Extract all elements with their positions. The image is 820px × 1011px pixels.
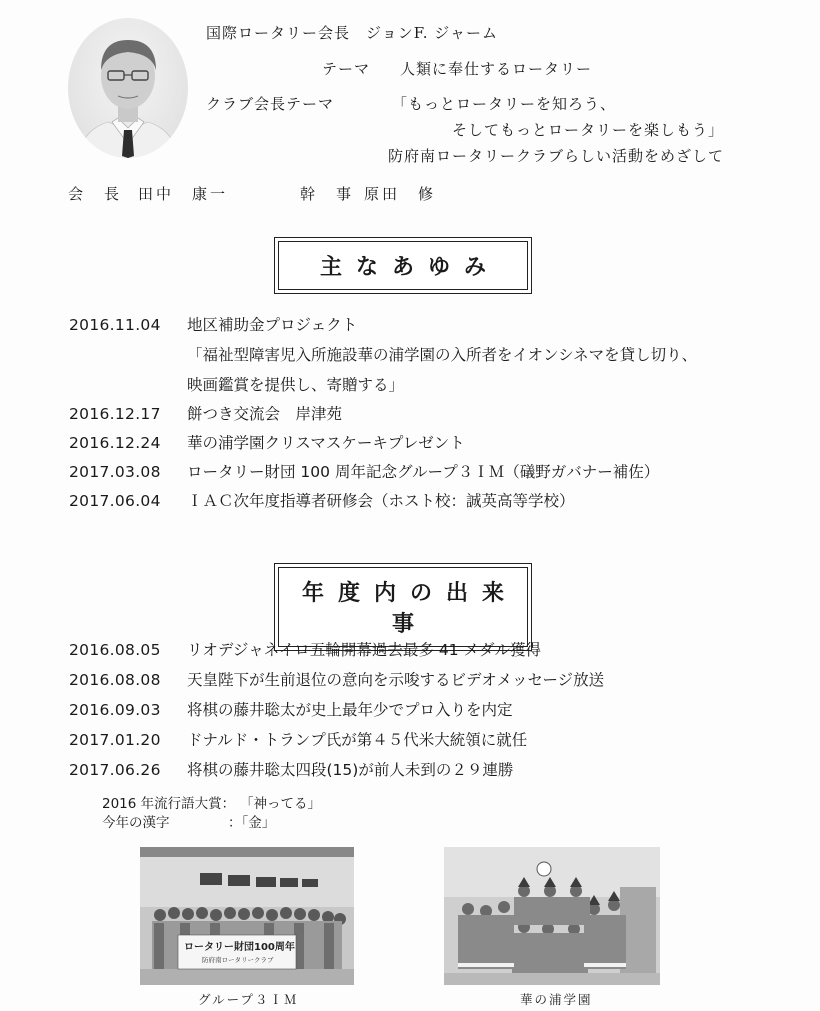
banner-line2: 防府南ロータリークラブ xyxy=(202,956,274,964)
history-row xyxy=(69,431,465,453)
event-date: 2016.12.24 xyxy=(69,434,161,452)
section-title-history: 主なあゆみ xyxy=(278,241,528,290)
event-date: 2017.01.20 xyxy=(69,731,161,749)
year-event-row xyxy=(69,698,513,720)
club-theme-line1: 「もっとロータリーを知ろう、 xyxy=(392,95,617,113)
president-label: 会 長 xyxy=(68,185,123,203)
event-text: 餅つき交流会 岸津苑 xyxy=(187,405,343,423)
event-date: 2016.12.17 xyxy=(69,405,161,423)
history-row xyxy=(69,313,357,335)
club-theme-label: クラブ会長テーマ xyxy=(206,95,335,113)
history-row xyxy=(69,460,659,482)
event-text: 天皇陛下が生前退位の意向を示唆するビデオメッセージ放送 xyxy=(187,671,605,689)
right-photo-caption: 華の浦学園 xyxy=(520,992,593,1007)
year-event-row xyxy=(69,668,604,690)
event-date: 2017.06.26 xyxy=(69,761,161,779)
event-date: 2016.08.05 xyxy=(69,641,161,659)
buzzword-value: 「神ってる」 xyxy=(240,796,321,812)
event-date: 2016.09.03 xyxy=(69,701,161,719)
year-event-row xyxy=(69,758,513,780)
event-text: 将棋の藤井聡太が史上最年少でプロ入りを内定 xyxy=(187,701,513,719)
history-row xyxy=(69,373,404,395)
event-text: 将棋の藤井聡太四段(15)が前人未到の２９連勝 xyxy=(187,761,514,779)
buzzword-label: 2016 年流行語大賞： xyxy=(102,796,236,812)
event-text: 地区補助金プロジェクト xyxy=(187,316,358,334)
event-text: リオデジャネイロ五輪開幕過去最多 41 メダル獲得 xyxy=(187,641,541,659)
kanji-label: 今年の漢字 xyxy=(102,815,170,831)
theme-value: 人類に奉仕するロータリー xyxy=(400,60,593,78)
history-row xyxy=(69,489,575,511)
event-text: ドナルド・トランプ氏が第４５代米大統領に就任 xyxy=(187,731,528,749)
president-name: 田中 康一 xyxy=(138,185,229,203)
event-text: 華の浦学園クリスマスケーキプレゼント xyxy=(187,434,465,452)
event-text: 映画鑑賞を提供し、寄贈する」 xyxy=(187,376,405,394)
theme-label: テーマ xyxy=(322,60,371,78)
secretary-name: 原田 修 xyxy=(364,185,437,203)
president-portrait xyxy=(68,18,188,158)
event-text: 「福祉型障害児入所施設華の浦学園の入所者をイオンシネマを貸し切り、 xyxy=(187,346,698,364)
event-text: ＩＡＣ次年度指導者研修会（ホスト校：誠英高等学校） xyxy=(187,492,575,510)
banner-line1: ロータリー財団100周年 xyxy=(184,942,295,953)
event-date: 2016.08.08 xyxy=(69,671,161,689)
year-event-row xyxy=(69,728,527,750)
ri-president-line: 国際ロータリー会長 ジョンF. ジャーム xyxy=(206,24,499,42)
hananoura-photo xyxy=(444,847,660,985)
section-title-box-history xyxy=(274,237,532,294)
history-row xyxy=(69,343,697,365)
event-date: 2017.03.08 xyxy=(69,463,161,481)
club-theme-line2: そしてもっとロータリーを楽しもう」 xyxy=(452,121,725,139)
event-date: 2016.11.04 xyxy=(69,316,161,334)
section-title-events: 年度内の出来事 xyxy=(278,567,528,647)
group-3im-photo xyxy=(140,847,354,985)
club-theme-line3: 防府南ロータリークラブらしい活動をめざして xyxy=(388,147,725,165)
secretary-label: 幹 事 xyxy=(300,185,355,203)
event-date: 2017.06.04 xyxy=(69,492,161,510)
history-row xyxy=(69,402,342,424)
event-text: ロータリー財団 100 周年記念グループ３ＩＭ（礒野ガバナー補佐） xyxy=(187,463,660,481)
left-photo-caption: グループ３ＩＭ xyxy=(198,992,299,1007)
year-event-row xyxy=(69,638,541,660)
kanji-value: ：「金」 xyxy=(228,815,276,831)
